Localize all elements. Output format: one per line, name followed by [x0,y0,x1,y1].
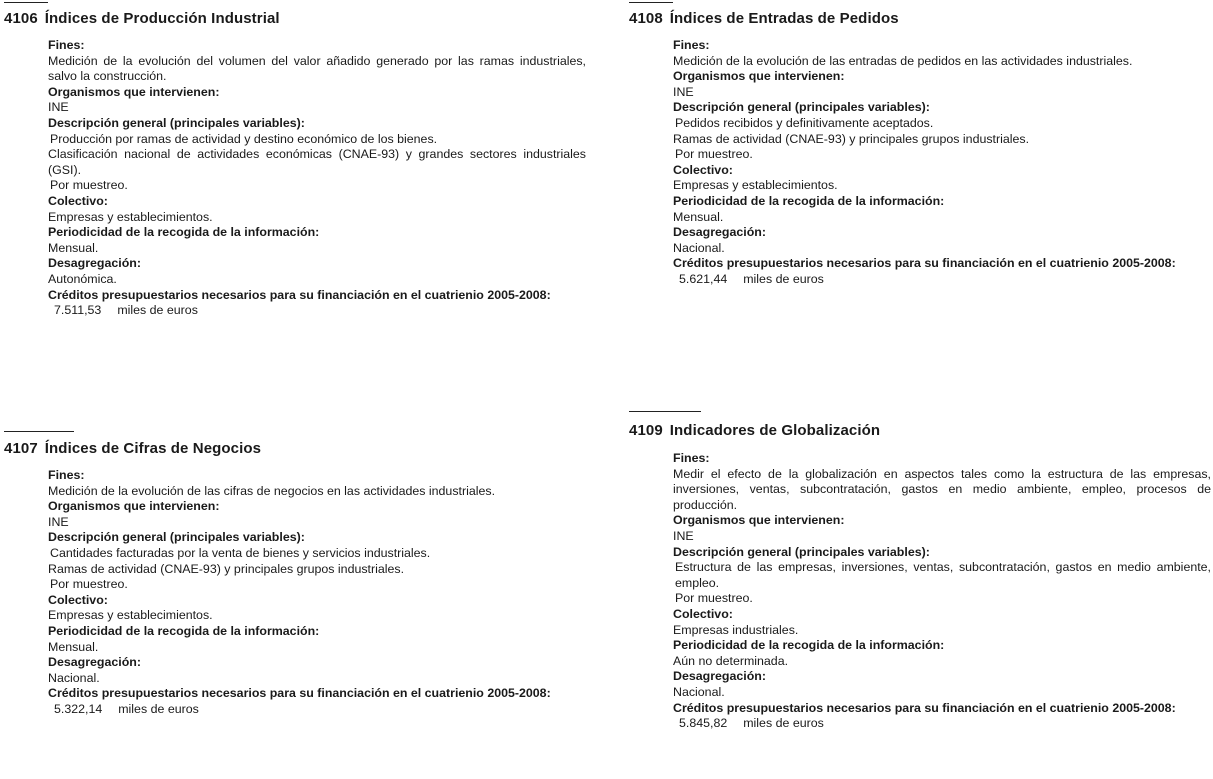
section-heading [4,440,261,457]
desagregacion-label: Desagregación: [48,655,141,670]
descripcion-label: Descripción general (principales variables): [48,530,305,545]
colectivo-text: Empresas industriales. [673,622,799,637]
section-code: 4107 [4,440,38,457]
section-title: Índices de Entradas de Pedidos [669,10,899,27]
organismos-text: INE [673,84,694,99]
organismos-text: INE [48,514,69,529]
creditos-amount [48,303,586,319]
periodicidad-label: Periodicidad de la recogida de la información: [48,225,320,240]
section-rule [4,2,48,3]
fines-text: Medir el efecto de la globalización en aspectos tales como la estructura de las empresas, inversiones, ventas, subcontratación, gastos en medio ambiente, empleo, procesos de producción. [673,466,1211,512]
section-rule [4,431,74,432]
desagregacion-text: Nacional. [673,684,725,699]
section-code: 4106 [4,10,38,27]
periodicidad-text: Aún no determinada. [673,653,789,668]
creditos-value: 5.845,82 [679,716,728,731]
descripcion-line: Por muestreo. [675,591,753,606]
descripcion-line: Producción por ramas de actividad y destino económico de los bienes. [50,131,438,146]
section-code: 4109 [629,422,663,439]
organismos-text: INE [673,528,694,543]
creditos-value: 5.322,14 [54,701,103,716]
descripcion-line: Por muestreo. [50,178,128,193]
fines-label: Fines: [673,38,710,52]
organismos-label: Organismos que intervienen: [673,513,845,528]
creditos-label: Créditos presupuestarios necesarios para su financiación en el cuatrienio 2005-2008: [48,686,551,701]
desagregacion-text: Nacional. [673,240,725,255]
periodicidad-text: Mensual. [48,639,99,654]
descripcion-line: Cantidades facturadas por la venta de bienes y servicios industriales. [50,545,431,560]
creditos-amount [673,716,1211,732]
fines-text: Medición de la evolución de las cifras de negocios en las actividades industriales. [48,483,496,498]
organismos-text: INE [48,100,69,115]
descripcion-label: Descripción general (principales variables): [48,115,305,130]
creditos-amount [673,272,1211,288]
periodicidad-text: Mensual. [673,209,724,224]
section-code: 4108 [629,10,663,27]
creditos-unit: miles de euros [118,701,199,716]
periodicidad-label: Periodicidad de la recogida de la información: [673,638,945,653]
desagregacion-label: Desagregación: [673,669,766,684]
creditos-label: Créditos presupuestarios necesarios para su financiación en el cuatrienio 2005-2008: [673,256,1176,271]
descripcion-line: Por muestreo. [50,577,128,592]
colectivo-label: Colectivo: [48,193,108,208]
periodicidad-text: Mensual. [48,240,99,255]
fines-label: Fines: [673,451,710,465]
creditos-unit: miles de euros [743,716,824,731]
section-heading [629,422,880,439]
section-heading [4,10,280,27]
periodicidad-label: Periodicidad de la recogida de la información: [673,193,945,208]
periodicidad-label: Periodicidad de la recogida de la información: [48,623,320,638]
organismos-label: Organismos que intervienen: [48,84,220,99]
descripcion-line: Por muestreo. [675,147,753,162]
section-title: Indicadores de Globalización [669,422,881,439]
section-title: Índices de Producción Industrial [44,10,280,27]
section-rule [629,411,701,412]
colectivo-label: Colectivo: [673,606,733,621]
descripcion-line: Ramas de actividad (CNAE-93) y principales grupos industriales. [673,131,1030,146]
creditos-unit: miles de euros [743,271,824,286]
section-rule [629,2,673,3]
descripcion-line: Ramas de actividad (CNAE-93) y principales grupos industriales. [48,561,405,576]
colectivo-text: Empresas y establecimientos. [48,608,213,623]
descripcion-line: Clasificación nacional de actividades económicas (CNAE-93) y grandes sectores industriales (GSI). [48,147,586,177]
section-body [48,38,586,319]
desagregacion-label: Desagregación: [673,225,766,240]
colectivo-label: Colectivo: [48,592,108,607]
descripcion-label: Descripción general (principales variables): [673,100,930,115]
fines-label: Fines: [48,38,85,52]
creditos-label: Créditos presupuestarios necesarios para su financiación en el cuatrienio 2005-2008: [673,700,1176,715]
creditos-value: 5.621,44 [679,271,728,286]
desagregacion-text: Autonómica. [48,271,117,286]
creditos-label: Créditos presupuestarios necesarios para su financiación en el cuatrienio 2005-2008: [48,287,551,302]
creditos-amount [48,702,586,718]
organismos-label: Organismos que intervienen: [48,499,220,514]
colectivo-label: Colectivo: [673,162,733,177]
desagregacion-text: Nacional. [48,670,100,685]
fines-label: Fines: [48,468,85,482]
creditos-unit: miles de euros [117,303,198,318]
section-body [673,38,1211,288]
section-title: Índices de Cifras de Negocios [44,440,262,457]
descripcion-label: Descripción general (principales variables): [673,544,930,559]
organismos-label: Organismos que intervienen: [673,69,845,84]
fines-text: Medición de la evolución del volumen del valor añadido generado por las ramas industriales, salvo la construcción. [48,53,586,84]
fines-text: Medición de la evolución de las entradas de pedidos en las actividades industriales. [673,53,1133,68]
creditos-value: 7.511,53 [54,303,102,318]
descripcion-line: Estructura de las empresas, inversiones, ventas, subcontratación, gastos en medio ambiente, empleo. [675,560,1211,590]
descripcion-line: Pedidos recibidos y definitivamente aceptados. [675,115,934,130]
section-body [673,451,1211,732]
desagregacion-label: Desagregación: [48,256,141,271]
colectivo-text: Empresas y establecimientos. [673,178,838,193]
section-body [48,468,586,718]
colectivo-text: Empresas y establecimientos. [48,209,213,224]
section-heading [629,10,899,27]
